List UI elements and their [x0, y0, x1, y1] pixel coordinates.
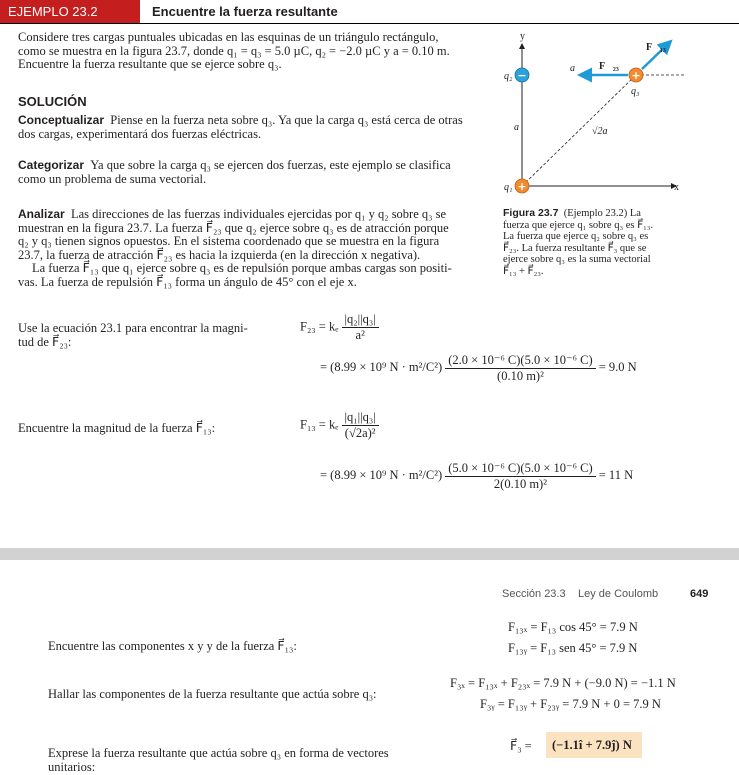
eq1-den: a² — [355, 328, 365, 342]
eq1-lhs: F₂₃ = kₑ — [300, 319, 339, 334]
caption-line-6: F⃗₁₃ + F⃗₂₃. — [503, 265, 544, 277]
eq4-fraction — [445, 460, 595, 492]
page-number: 649 — [690, 588, 709, 600]
equation-f23-value — [320, 352, 637, 384]
analyze-line-4: 23.7, la fuerza de atracción F⃗₂₃ es hacia la izquierda (en la dirección x negativa). — [18, 247, 421, 262]
eq2-fraction — [445, 352, 595, 384]
eq4-num: (5.0 × 10⁻⁶ C)(5.0 × 10⁻⁶ C) — [445, 460, 595, 477]
example-label: EJEMPLO 23.2 — [0, 0, 140, 23]
page-separator — [0, 548, 739, 560]
figure-23-7 — [488, 28, 688, 200]
step-unit-vector-text — [48, 747, 389, 774]
step5-line-2: unitarios: — [48, 759, 96, 774]
categorize-line-1: Ya que sobre la carga q₃ se ejercen dos fuerzas, este ejemplo se clasifica — [90, 158, 451, 172]
caption-line-5: ejerce sobre q₃ es la suma vectorial — [503, 254, 651, 265]
a-side-label: a — [514, 122, 519, 133]
charge-q1 — [515, 179, 529, 193]
eq4-constant: = (8.99 × 10⁹ N · m²/C²) — [320, 467, 443, 482]
equation-f23 — [300, 312, 379, 343]
categorize-keyword: Categorizar — [18, 158, 85, 172]
step-f23-text — [18, 322, 278, 349]
categorize-section — [18, 159, 488, 186]
problem-line-1: Considere tres cargas puntuales ubicadas en las esquinas de un triángulo rectángulo, — [18, 30, 439, 44]
step1-line-1: Use la ecuación 23.1 para encontrar la magni- — [18, 321, 248, 335]
q3-label: q₃ — [631, 86, 640, 97]
step1-line-2: tud de F⃗₂₃: — [18, 334, 72, 349]
problem-statement — [18, 31, 488, 72]
section-number: Sección 23.3 — [502, 588, 566, 600]
solution-heading: SOLUCIÓN — [18, 94, 87, 109]
problem-line-3: Encuentre la fuerza resultante que se ejerce sobre q₃. — [18, 57, 282, 71]
equation-f3y: F₃ᵧ = F₁₃ᵧ + F₂₃ᵧ = 7.9 N + 0 = 7.9 N — [480, 697, 661, 711]
problem-line-2: como se muestra en la figura 23.7, donde q₁ = q₃ = 5.0 µC, q₂ = −2.0 µC y a = 0.10 m. — [18, 43, 450, 58]
result-lhs: F⃗₃ = — [510, 739, 532, 753]
equation-f13 — [300, 410, 379, 441]
eq4-den: 2(0.10 m)² — [493, 477, 547, 491]
equation-f13x: F₁₃ₓ = F₁₃ cos 45° = 7.9 N — [508, 620, 638, 634]
analyze-keyword: Analizar — [18, 207, 65, 221]
step5-line-1: Exprese la fuerza resultante que actúa sobre q₃ en forma de vectores — [48, 746, 389, 760]
caption-line-3: La fuerza que ejerce q₂ sobre q₃ es — [503, 231, 649, 242]
eq2-result: = 9.0 N — [598, 359, 637, 374]
eq3-den: (√2a)² — [344, 426, 376, 440]
header-rule — [0, 23, 739, 24]
charge-q2 — [515, 68, 529, 82]
caption-line-4: F⃗₂₃. La fuerza resultante F⃗₃ que se — [503, 242, 647, 254]
f23-label: F⃗₂₃ — [599, 61, 619, 72]
diagonal-label: √2a — [592, 126, 608, 137]
eq3-lhs: F₁₃ = kₑ — [300, 417, 339, 432]
q2-label: q₂ — [504, 71, 513, 82]
eq1-num: |q₂||q₃| — [342, 312, 379, 328]
equation-f3x: F₃ₓ = F₁₃ₓ + F₂₃ₓ = 7.9 N + (−9.0 N) = −1.1 N — [450, 676, 676, 690]
q1-label: q₁ — [504, 182, 513, 193]
plus-sign: + — [517, 180, 527, 193]
example-title: Encuentre la fuerza resultante — [152, 4, 338, 19]
conceptualize-line-2: dos cargas, experimentará dos fuerzas eléctricas. — [18, 126, 262, 141]
eq1-fraction — [342, 312, 379, 343]
conceptualize-keyword: Conceptualizar — [18, 113, 105, 127]
equation-f13y: F₁₃ᵧ = F₁₃ sen 45° = 7.9 N — [508, 641, 638, 655]
y-axis-label: y — [520, 31, 525, 42]
step-f13-text: Encuentre la magnitud de la fuerza F⃗₁₃: — [18, 421, 216, 435]
figure-caption — [503, 208, 703, 277]
equation-f13-value — [320, 460, 633, 492]
minus-sign: − — [517, 69, 527, 82]
categorize-line-2: como un problema de suma vectorial. — [18, 171, 207, 186]
result-value: (−1.1î + 7.9ĵ) N — [552, 738, 632, 752]
eq3-fraction — [342, 410, 379, 441]
analyze-line-1: Las direcciones de las fuerzas individuales ejercidas por q₁ y q₂ sobre q₃ se — [70, 207, 447, 221]
hypotenuse-line — [522, 75, 636, 186]
analyze-line-3: q₂ y q₃ tienen signos opuestos. En el sistema coordenado que se muestra en la figura — [18, 234, 440, 248]
eq4-result: = 11 N — [598, 467, 634, 482]
section-title: Ley de Coulomb — [578, 588, 659, 600]
caption-title: Figura 23.7 — [503, 207, 559, 219]
caption-line-2: fuerza que ejerce q₁ sobre q₃ es F⃗₁₃. — [503, 219, 654, 231]
analyze-line-5: La fuerza F⃗₁₃ que q₁ ejerce sobre q₃ es de repulsión porque ambas cargas son positi- — [32, 261, 452, 275]
analyze-line-6: vas. La fuerza de repulsión F⃗₁₃ forma un ángulo de 45° con el eje x. — [18, 274, 357, 289]
charge-q3 — [629, 68, 643, 82]
f13-label: F⃗₁₃ — [646, 42, 666, 53]
conceptualize-line-1: Piense en la fuerza neta sobre q₃. Ya que la carga q₃ está cerca de otras — [110, 113, 463, 127]
eq2-constant: = (8.99 × 10⁹ N · m²/C²) — [320, 359, 443, 374]
analyze-section — [18, 208, 496, 289]
eq2-den: (0.10 m)² — [497, 369, 544, 383]
eq2-num: (2.0 × 10⁻⁶ C)(5.0 × 10⁻⁶ C) — [445, 352, 595, 369]
step-components-text: Encuentre las componentes x y y de la fuerza F⃗₁₃: — [48, 639, 297, 653]
conceptualize-section — [18, 114, 488, 141]
caption-line-1: (Ejemplo 23.2) La — [563, 208, 641, 219]
x-axis-label: x — [674, 182, 679, 193]
eq3-num: |q₁||q₃| — [342, 410, 379, 426]
plus-sign: + — [631, 69, 641, 82]
a-top-label: a — [570, 63, 575, 74]
analyze-line-2: muestran en la figura 23.7. La fuerza F⃗₂₃ que q₂ ejerce sobre q₃ es de atracción porque — [18, 220, 449, 235]
step-resultant-components-text: Hallar las componentes de la fuerza resultante que actúa sobre q₃: — [48, 687, 377, 701]
